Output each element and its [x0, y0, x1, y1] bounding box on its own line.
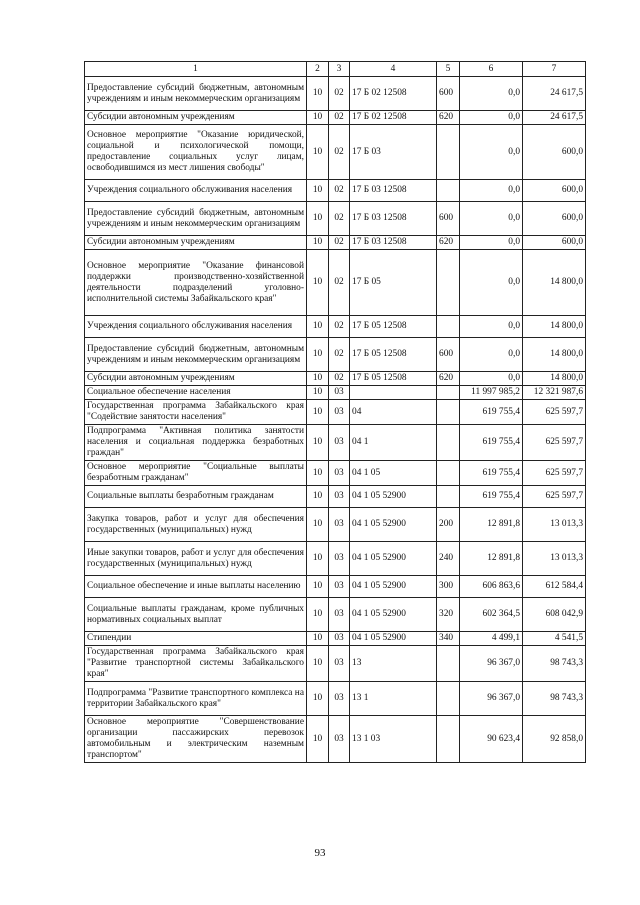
- column-header-3: 3: [329, 62, 350, 77]
- table-row: [85, 338, 586, 372]
- table-row: [85, 202, 586, 236]
- target-article-code: 17 Б 05 12508: [350, 338, 437, 372]
- target-article-code: 17 Б 02 12508: [350, 77, 437, 111]
- row-description: Предоставление субсидий бюджетным, автономным учреждениям и иным некоммерческим организациям: [85, 338, 307, 372]
- expense-type-code: 600: [437, 202, 460, 236]
- expense-type-code: [437, 682, 460, 716]
- table-row: [85, 682, 586, 716]
- subsection-code: 03: [329, 508, 350, 542]
- expense-type-code: [437, 425, 460, 461]
- amount-year-1: 0,0: [460, 250, 523, 316]
- section-code: 10: [307, 542, 329, 576]
- target-article-code: 04 1 05 52900: [350, 542, 437, 576]
- table-body: [85, 77, 586, 763]
- section-code: 10: [307, 202, 329, 236]
- subsection-code: 03: [329, 386, 350, 400]
- section-code: 10: [307, 236, 329, 250]
- expense-type-code: [437, 461, 460, 486]
- expense-type-code: 620: [437, 111, 460, 125]
- target-article-code: 17 Б 05 12508: [350, 372, 437, 386]
- target-article-code: 17 Б 02 12508: [350, 111, 437, 125]
- section-code: 10: [307, 576, 329, 598]
- section-code: 10: [307, 716, 329, 763]
- target-article-code: 04 1 05 52900: [350, 508, 437, 542]
- target-article-code: 13 1 03: [350, 716, 437, 763]
- row-description: Стипендии: [85, 632, 307, 646]
- target-article-code: 04 1: [350, 425, 437, 461]
- row-description: Основное мероприятие "Социальные выплаты безработным гражданам": [85, 461, 307, 486]
- amount-year-2: 13 013,3: [523, 508, 586, 542]
- amount-year-1: 0,0: [460, 180, 523, 202]
- target-article-code: 04 1 05: [350, 461, 437, 486]
- amount-year-2: 625 597,7: [523, 400, 586, 425]
- subsection-code: 03: [329, 632, 350, 646]
- amount-year-2: 600,0: [523, 236, 586, 250]
- column-header-5: 5: [437, 62, 460, 77]
- amount-year-1: 0,0: [460, 372, 523, 386]
- subsection-code: 03: [329, 400, 350, 425]
- row-description: Субсидии автономным учреждениям: [85, 236, 307, 250]
- subsection-code: 02: [329, 372, 350, 386]
- amount-year-2: 625 597,7: [523, 461, 586, 486]
- amount-year-2: 4 541,5: [523, 632, 586, 646]
- table-row: [85, 598, 586, 632]
- row-description: Социальные выплаты безработным гражданам: [85, 486, 307, 508]
- table-row: [85, 77, 586, 111]
- subsection-code: 02: [329, 316, 350, 338]
- subsection-code: 03: [329, 542, 350, 576]
- row-description: Закупка товаров, работ и услуг для обеспечения государственных (муниципальных) нужд: [85, 508, 307, 542]
- expense-type-code: 600: [437, 338, 460, 372]
- section-code: 10: [307, 632, 329, 646]
- expense-type-code: [437, 250, 460, 316]
- subsection-code: 02: [329, 77, 350, 111]
- row-description: Государственная программа Забайкальского края "Содействие занятости населения": [85, 400, 307, 425]
- amount-year-2: 14 800,0: [523, 250, 586, 316]
- row-description: Основное мероприятие "Совершенствование организации пассажирских перевозок автомобильным и электрическим наземным транспортом": [85, 716, 307, 763]
- target-article-code: [350, 386, 437, 400]
- section-code: 10: [307, 111, 329, 125]
- amount-year-2: 14 800,0: [523, 316, 586, 338]
- target-article-code: 13: [350, 646, 437, 682]
- section-code: 10: [307, 250, 329, 316]
- table-row: [85, 180, 586, 202]
- column-header-6: 6: [460, 62, 523, 77]
- target-article-code: 17 Б 03 12508: [350, 202, 437, 236]
- table-row: [85, 250, 586, 316]
- table-row: [85, 486, 586, 508]
- expense-type-code: [437, 316, 460, 338]
- column-header-1: 1: [85, 62, 307, 77]
- amount-year-2: 24 617,5: [523, 77, 586, 111]
- table-row: [85, 576, 586, 598]
- amount-year-2: 12 321 987,6: [523, 386, 586, 400]
- target-article-code: 17 Б 03: [350, 125, 437, 180]
- section-code: 10: [307, 508, 329, 542]
- expense-type-code: [437, 486, 460, 508]
- section-code: 10: [307, 372, 329, 386]
- row-description: Учреждения социального обслуживания населения: [85, 316, 307, 338]
- amount-year-2: 625 597,7: [523, 425, 586, 461]
- expense-type-code: 300: [437, 576, 460, 598]
- amount-year-1: 0,0: [460, 202, 523, 236]
- table-row: [85, 425, 586, 461]
- amount-year-2: 14 800,0: [523, 338, 586, 372]
- section-code: 10: [307, 316, 329, 338]
- amount-year-1: 619 755,4: [460, 461, 523, 486]
- amount-year-1: 0,0: [460, 125, 523, 180]
- expense-type-code: [437, 400, 460, 425]
- amount-year-2: 98 743,3: [523, 682, 586, 716]
- amount-year-1: 606 863,6: [460, 576, 523, 598]
- row-description: Социальное обеспечение и иные выплаты населению: [85, 576, 307, 598]
- amount-year-1: 619 755,4: [460, 400, 523, 425]
- target-article-code: 04 1 05 52900: [350, 598, 437, 632]
- amount-year-1: 619 755,4: [460, 425, 523, 461]
- expense-type-code: 240: [437, 542, 460, 576]
- row-description: Основное мероприятие "Оказание финансовой поддержки производственно-хозяйственной деятельности подразделений уголовно-исполнительной системы Забайкальского края": [85, 250, 307, 316]
- amount-year-1: 0,0: [460, 77, 523, 111]
- amount-year-1: 602 364,5: [460, 598, 523, 632]
- table-header-row: [85, 62, 586, 77]
- table-row: [85, 632, 586, 646]
- section-code: 10: [307, 486, 329, 508]
- target-article-code: 17 Б 03 12508: [350, 180, 437, 202]
- table-row: [85, 111, 586, 125]
- table-row: [85, 461, 586, 486]
- row-description: Предоставление субсидий бюджетным, автономным учреждениям и иным некоммерческим организациям: [85, 202, 307, 236]
- expense-type-code: 320: [437, 598, 460, 632]
- row-description: Подпрограмма "Развитие транспортного комплекса на территории Забайкальского края": [85, 682, 307, 716]
- subsection-code: 02: [329, 250, 350, 316]
- row-description: Социальное обеспечение населения: [85, 386, 307, 400]
- amount-year-1: 11 997 985,2: [460, 386, 523, 400]
- amount-year-2: 24 617,5: [523, 111, 586, 125]
- row-description: Основное мероприятие "Оказание юридической, социальной и психологической помощи, предоставление социальных услуг лицам, освободившимся из мест лишения свободы": [85, 125, 307, 180]
- amount-year-1: 12 891,8: [460, 542, 523, 576]
- subsection-code: 03: [329, 646, 350, 682]
- target-article-code: 04 1 05 52900: [350, 486, 437, 508]
- table-row: [85, 125, 586, 180]
- amount-year-1: 96 367,0: [460, 682, 523, 716]
- column-header-4: 4: [350, 62, 437, 77]
- expense-type-code: 620: [437, 236, 460, 250]
- target-article-code: 13 1: [350, 682, 437, 716]
- expense-type-code: 340: [437, 632, 460, 646]
- section-code: 10: [307, 386, 329, 400]
- amount-year-1: 0,0: [460, 338, 523, 372]
- budget-table: [84, 61, 586, 763]
- target-article-code: 17 Б 03 12508: [350, 236, 437, 250]
- amount-year-2: 98 743,3: [523, 646, 586, 682]
- subsection-code: 02: [329, 111, 350, 125]
- target-article-code: 04 1 05 52900: [350, 576, 437, 598]
- table-row: [85, 372, 586, 386]
- row-description: Подпрограмма "Активная политика занятости населения и социальная поддержка безработных граждан": [85, 425, 307, 461]
- section-code: 10: [307, 461, 329, 486]
- section-code: 10: [307, 598, 329, 632]
- section-code: 10: [307, 125, 329, 180]
- subsection-code: 02: [329, 180, 350, 202]
- amount-year-2: 600,0: [523, 202, 586, 236]
- subsection-code: 02: [329, 236, 350, 250]
- amount-year-2: 600,0: [523, 180, 586, 202]
- section-code: 10: [307, 400, 329, 425]
- amount-year-2: 608 042,9: [523, 598, 586, 632]
- expense-type-code: 200: [437, 508, 460, 542]
- row-description: Социальные выплаты гражданам, кроме публичных нормативных социальных выплат: [85, 598, 307, 632]
- subsection-code: 02: [329, 125, 350, 180]
- target-article-code: 17 Б 05 12508: [350, 316, 437, 338]
- table-row: [85, 236, 586, 250]
- subsection-code: 02: [329, 202, 350, 236]
- row-description: Субсидии автономным учреждениям: [85, 111, 307, 125]
- amount-year-1: 4 499,1: [460, 632, 523, 646]
- subsection-code: 02: [329, 338, 350, 372]
- expense-type-code: [437, 646, 460, 682]
- amount-year-2: 612 584,4: [523, 576, 586, 598]
- table-row: [85, 542, 586, 576]
- expense-type-code: [437, 386, 460, 400]
- column-header-7: 7: [523, 62, 586, 77]
- table-row: [85, 386, 586, 400]
- subsection-code: 03: [329, 461, 350, 486]
- expense-type-code: [437, 180, 460, 202]
- amount-year-1: 0,0: [460, 236, 523, 250]
- subsection-code: 03: [329, 425, 350, 461]
- target-article-code: 04: [350, 400, 437, 425]
- section-code: 10: [307, 682, 329, 716]
- page-number: 93: [314, 847, 326, 859]
- target-article-code: 04 1 05 52900: [350, 632, 437, 646]
- amount-year-1: 0,0: [460, 316, 523, 338]
- section-code: 10: [307, 338, 329, 372]
- column-header-2: 2: [307, 62, 329, 77]
- amount-year-2: 625 597,7: [523, 486, 586, 508]
- table-row: [85, 646, 586, 682]
- expense-type-code: 620: [437, 372, 460, 386]
- subsection-code: 03: [329, 598, 350, 632]
- row-description: Учреждения социального обслуживания населения: [85, 180, 307, 202]
- amount-year-2: 600,0: [523, 125, 586, 180]
- amount-year-1: 12 891,8: [460, 508, 523, 542]
- subsection-code: 03: [329, 716, 350, 763]
- table-row: [85, 316, 586, 338]
- row-description: Государственная программа Забайкальского края "Развитие транспортной системы Забайкальского края": [85, 646, 307, 682]
- section-code: 10: [307, 646, 329, 682]
- expense-type-code: 600: [437, 77, 460, 111]
- amount-year-2: 13 013,3: [523, 542, 586, 576]
- expense-type-code: [437, 716, 460, 763]
- table-row: [85, 716, 586, 763]
- expense-type-code: [437, 125, 460, 180]
- row-description: Предоставление субсидий бюджетным, автономным учреждениям и иным некоммерческим организациям: [85, 77, 307, 111]
- amount-year-2: 14 800,0: [523, 372, 586, 386]
- amount-year-1: 0,0: [460, 111, 523, 125]
- table-row: [85, 400, 586, 425]
- amount-year-1: 619 755,4: [460, 486, 523, 508]
- amount-year-1: 90 623,4: [460, 716, 523, 763]
- amount-year-1: 96 367,0: [460, 646, 523, 682]
- section-code: 10: [307, 180, 329, 202]
- row-description: Субсидии автономным учреждениям: [85, 372, 307, 386]
- target-article-code: 17 Б 05: [350, 250, 437, 316]
- row-description: Иные закупки товаров, работ и услуг для обеспечения государственных (муниципальных) нужд: [85, 542, 307, 576]
- table-row: [85, 508, 586, 542]
- amount-year-2: 92 858,0: [523, 716, 586, 763]
- subsection-code: 03: [329, 486, 350, 508]
- section-code: 10: [307, 77, 329, 111]
- section-code: 10: [307, 425, 329, 461]
- subsection-code: 03: [329, 682, 350, 716]
- subsection-code: 03: [329, 576, 350, 598]
